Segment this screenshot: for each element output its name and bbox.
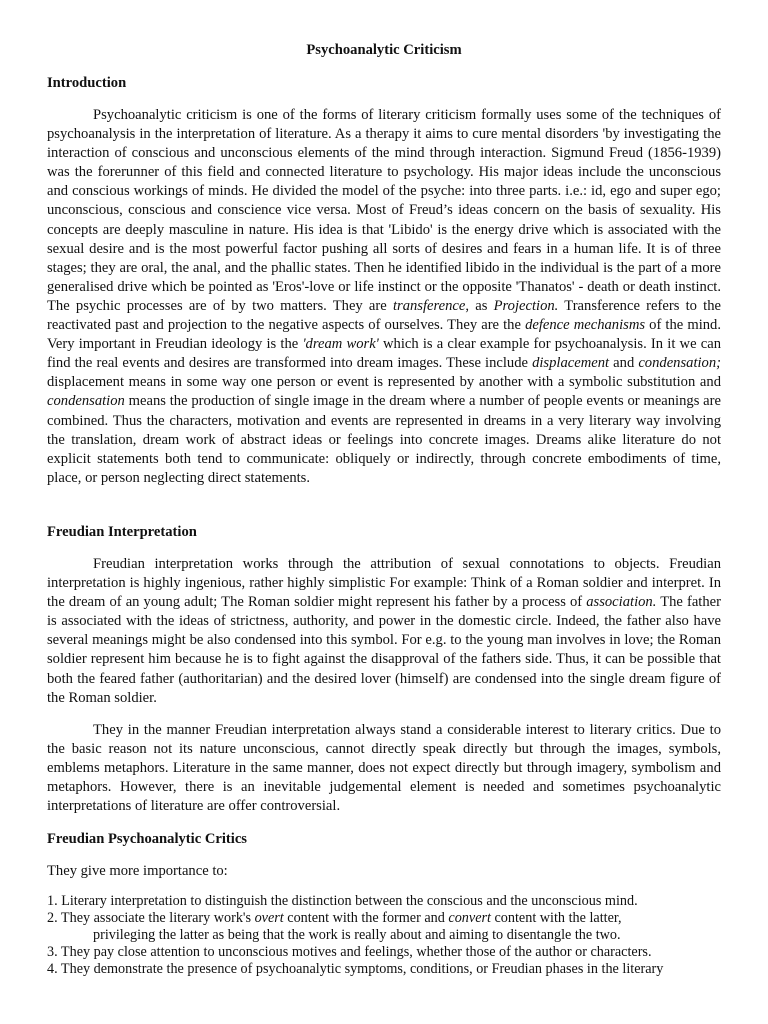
list-item: 2. They associate the literary work's overt content with the former and convert content with the latter, [47,910,622,926]
heading-introduction: Introduction [47,75,127,91]
heading-freudian-interpretation: Freudian Interpretation [47,524,197,540]
freudian-paragraph-1: Freudian interpretation works through the attribution of sexual connotations to objects. Freudian interpretation is highly ingenious, rather highly simplistic For example: Think of a Roman soldier and interpret. In the dream of an young adult; The Roman soldier might represent his father by a process of association. The father is associated with the ideas of strictness, authority, and power in the domestic circle. Indeed, the father also have several meanings might be also condensed into this symbol. For e.g. to the young man involves in love; the Roman soldier represent him because he is to fight against the disapproval of the fathers side. Thus, it can be possible that both the feared father (authoritarian) and the desired lover (himself) are condensed into the single dream figure of the Roman soldier. [47,556,721,706]
intro-paragraph: Psychoanalytic criticism is one of the forms of literary criticism formally uses some of the techniques of psychoanalysis in the interpretation of literature. As a therapy it aims to cure mental disorders 'by investigating the interaction of conscious and unconscious elements of the mind through interaction. Sigmund Freud (1856-1939) was the forerunner of this field and connected literature to psychology. His major ideas include the unconscious and conscious workings of minds. He divided the model of the psyche: into three parts. i.e.: id, ego and super ego; unconscious, conscious and conscience vice versa. Most of Freud’s ideas concern on the basis of sexuality. His concepts are deeply masculine in nature. His idea is that 'Libido' is the energy drive which is associated with the sexual desire and is the most powerful factor pushing all sorts of desires and fears in a human life. It is of three stages; they are oral, the anal, and the phallic states. Then he identified libido in the individual is the part of a more generalised drive which be pointed as 'Eros'-love or life instinct or the opposite 'Thanatos' - death or death instinct. The psychic processes are of by two matters. They are transference, as Projection. Transference refers to the reactivated past and projection to the negative aspects of ourselves. They are the defence mechanisms of the mind. Very important in Freudian ideology is the 'dream work' which is a clear example for psychoanalysis. In it we can find the real events and desires are transformed into dream images. These include displacement and condensation; displacement means in some way one person or event is represented by another with a symbolic substitution and condensation means the production of single image in the dream where a number of people events or meanings are combined. Thus the characters, motivation and events are represented in dreams in a very literary way involving the translation, dream work of abstract ideas or feelings into concrete images. Dreams alike literature do not explicit statements both tend to communicate: obliquely or indirectly, through concrete embodiments of time, place, or person neglecting direct statements. [47,107,722,486]
critics-intro-line: They give more importance to: [47,863,228,879]
heading-freudian-critics: Freudian Psychoanalytic Critics [47,831,247,847]
list-item-continuation: privileging the latter as being that the work is really about and aiming to disentangle the two. [93,927,621,943]
critics-list [47,893,737,978]
freudian-paragraph-2: They in the manner Freudian interpretation always stand a considerable interest to literary critics. Due to the basic reason not its nature unconscious, cannot directly speak directly but through the images, symbols, emblems metaphors. Literature in the same manner, does not expect directly but through imagery, symbolism and metaphors. However, there is an inevitable judgemental element is needed and sometimes psychoanalytic interpretations of literature are offer controversial. [47,722,721,815]
list-item: 3. They pay close attention to unconscious motives and feelings, whether those of the author or characters. [47,944,652,960]
page-title: Psychoanalytic Criticism [306,42,462,58]
list-item: 1. Literary interpretation to distinguish the distinction between the conscious and the unconscious mind. [47,893,638,909]
list-item: 4. They demonstrate the presence of psychoanalytic symptoms, conditions, or Freudian phases in the literary [47,961,664,977]
